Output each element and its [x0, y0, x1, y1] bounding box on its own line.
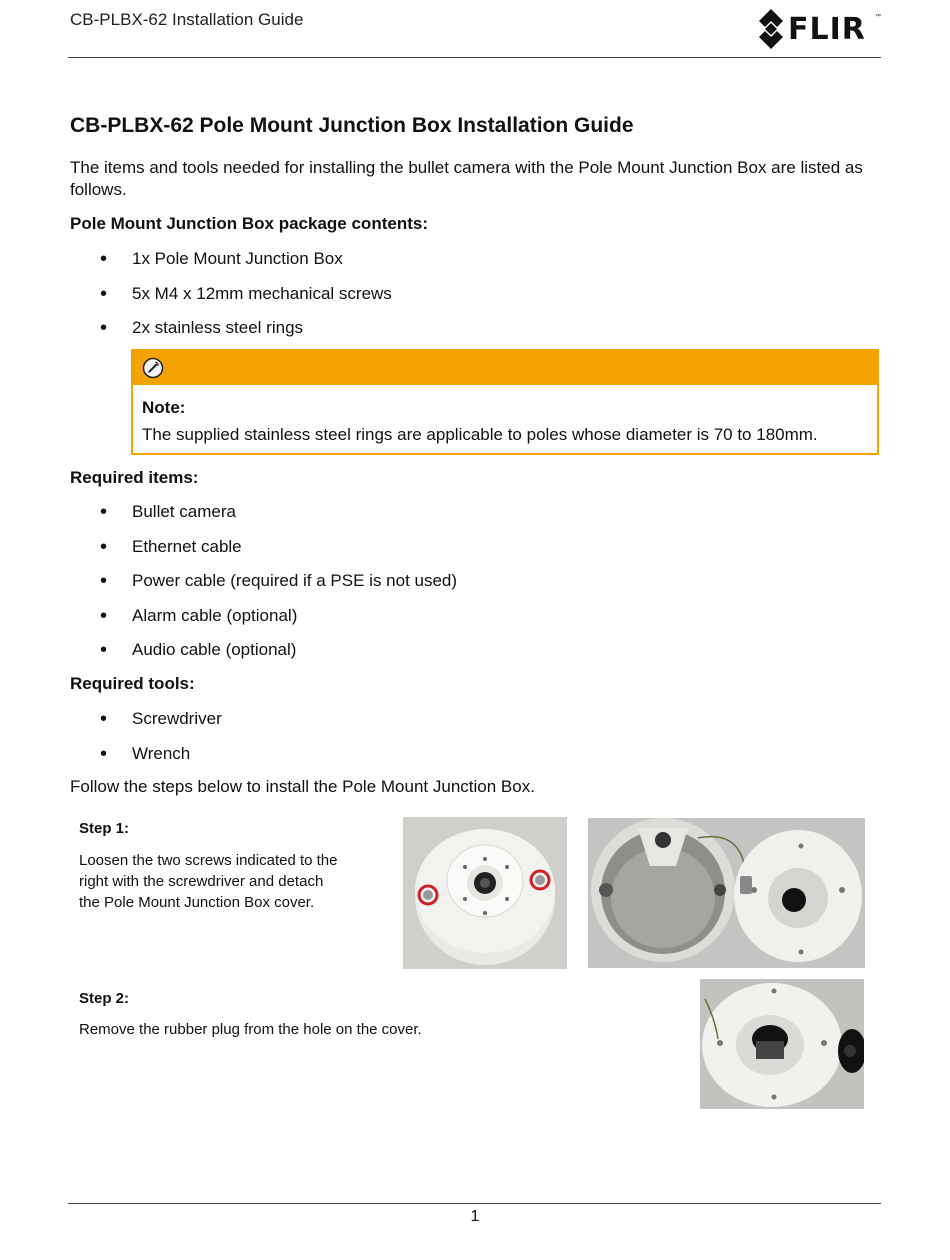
header-rule	[68, 57, 881, 58]
intro-paragraph: The items and tools needed for installing the bullet camera with the Pole Mount Junction Box are listed as follows.	[70, 158, 863, 199]
document-title: CB-PLBX-62 Pole Mount Junction Box Installation Guide	[70, 114, 634, 137]
step-1-text	[79, 850, 338, 913]
list-item: • Ethernet cable	[70, 536, 870, 571]
list-item: • Screwdriver	[70, 708, 870, 743]
step-1-line: the Pole Mount Junction Box cover.	[79, 894, 315, 911]
step-1-line: Loosen the two screws indicated to the	[79, 852, 338, 869]
package-contents-list	[70, 248, 870, 352]
pencil-note-icon	[142, 357, 164, 379]
step-1-cover-photo	[403, 817, 567, 969]
note-callout	[131, 349, 879, 455]
required-items-heading: Required items:	[70, 468, 199, 487]
running-header-title: CB-PLBX-62 Installation Guide	[70, 10, 304, 29]
step-2-label: Step 2:	[79, 990, 130, 1007]
list-item: • 1x Pole Mount Junction Box	[70, 248, 870, 283]
flir-diamond-mark-icon	[757, 9, 785, 49]
package-contents-heading: Pole Mount Junction Box package contents:	[70, 214, 428, 233]
list-item: • 2x stainless steel rings	[70, 317, 870, 352]
logo-trademark: ™	[875, 14, 881, 20]
list-item: • Audio cable (optional)	[70, 639, 870, 674]
flir-logo	[757, 8, 881, 50]
page-number: 1	[470, 1208, 480, 1225]
note-label: Note:	[142, 398, 186, 417]
required-tools-list	[70, 708, 870, 777]
list-item: • 5x M4 x 12mm mechanical screws	[70, 283, 870, 318]
footer-rule	[68, 1203, 881, 1204]
logo-wordmark: FLIR	[788, 11, 866, 47]
required-items-list	[70, 501, 870, 674]
required-tools-heading: Required tools:	[70, 674, 195, 693]
list-item: • Power cable (required if a PSE is not used)	[70, 570, 870, 605]
step-1-open-box-photo	[588, 818, 865, 968]
step-2-text	[79, 1019, 422, 1040]
follow-steps-text: Follow the steps below to install the Pole Mount Junction Box.	[70, 777, 535, 796]
step-2-line: Remove the rubber plug from the hole on the cover.	[79, 1021, 422, 1038]
list-item: • Alarm cable (optional)	[70, 605, 870, 640]
note-text: The supplied stainless steel rings are applicable to poles whose diameter is 70 to 180mm.	[142, 425, 818, 444]
step-1-line: right with the screwdriver and detach	[79, 873, 324, 890]
list-item: • Bullet camera	[70, 501, 870, 536]
step-2-cover-photo	[700, 979, 864, 1109]
list-item: • Wrench	[70, 743, 870, 778]
step-1-label: Step 1:	[79, 820, 130, 837]
note-header-bar	[133, 351, 877, 385]
